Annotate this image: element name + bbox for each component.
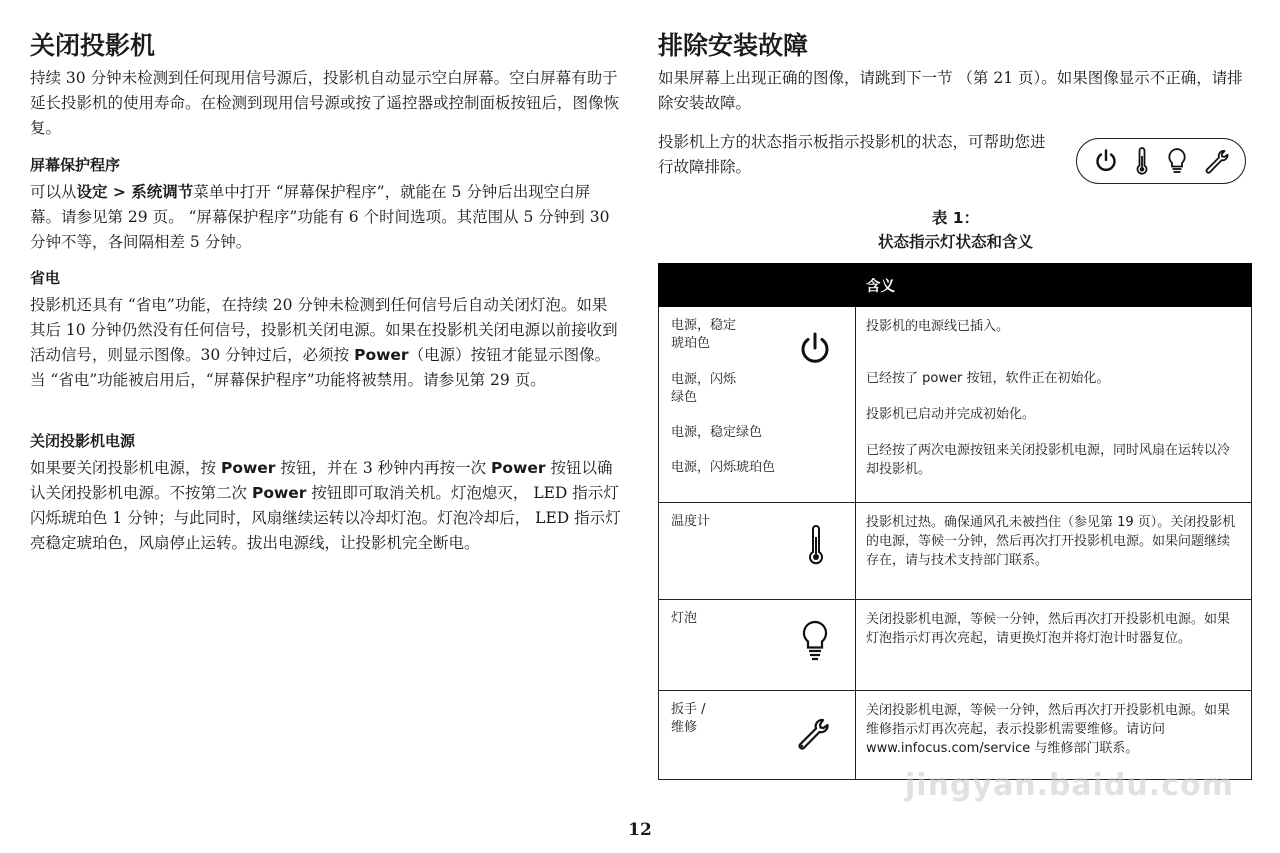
power-keyword: Power — [491, 459, 546, 477]
indicator-label: 灯泡 — [671, 611, 698, 626]
meaning-cell — [856, 600, 1252, 691]
power-off-text-c: 按钮以确认关闭投影机电源。不按第二次 — [30, 459, 613, 502]
table-row — [659, 600, 1252, 691]
meaning-text: 关闭投影机电源，等候一分钟，然后再次打开投影机电源。如果灯泡指示灯再次亮起，请更换灯泡并将灯泡计时器复位。 — [866, 612, 1231, 646]
meaning-text: 投影机过热。确保通风孔未被挡住（参见第 19 页）。关闭投影机的电源，等候一分钟，然后再次打开投影机电源。如果问题继续存在，请与技术支持部门联系。 — [866, 515, 1236, 568]
thermometer-icon — [807, 525, 825, 569]
power-keyword: Power — [354, 346, 409, 364]
power-off-text-d: 按钮即可取消关机。灯泡熄灭， LED 指示灯闪烁琥珀色 1 分钟；与此同时，风扇继续运转以冷却灯泡。灯泡冷却后， LED 指示灯亮稳定琥珀色，风扇停止运转。拔出电源线，让投影机完全断电。 — [30, 484, 621, 552]
status-panel-paragraph: 投影机上方的状态指示板指示投影机的状态，可帮助您进行故障排除。 — [658, 133, 1046, 176]
page-number: 12 — [628, 820, 652, 840]
header-cell-empty — [659, 264, 856, 307]
table-row — [659, 503, 1252, 600]
table-row — [659, 691, 1252, 780]
power-off-text-a: 如果要关闭投影机电源，按 — [30, 459, 217, 477]
power-off-text-b: 按钮，并在 3 秒钟内再按一次 — [280, 459, 487, 477]
meaning-text: 已经按了两次电源按钮来关闭投影机电源，同时风扇在运转以冷却投影机。 — [866, 443, 1231, 477]
table-title: 状态指示灯状态和含义 — [877, 233, 1033, 251]
power-off-paragraph — [30, 456, 622, 556]
meaning-text: 投影机已启动并完成初始化。 — [866, 407, 1036, 422]
screensaver-paragraph — [30, 180, 620, 255]
power-save-text-b: （电源）按钮才能显示图像。当 “省电”功能被启用后，“屏幕保护程序”功能将被禁用。请参见第 29 页。 — [30, 346, 611, 389]
header-cell-meaning: 含义 — [856, 264, 1252, 307]
power-keyword: Power — [251, 484, 307, 502]
screensaver-text-b: 菜单中打开 “屏幕保护程序”，就能在 5 分钟后出现空白屏幕。请参见第 29 页。 “屏幕保护程序”功能有 6 个时间选项。其范围从 5 分钟到 30 分钟不等，各间隔相差 5 分钟。 — [30, 183, 610, 251]
section-title-troubleshoot: 排除安装故障 — [658, 31, 809, 60]
table-number: 表 1： — [931, 209, 980, 227]
heading-power-save: 省电 — [30, 269, 61, 287]
power-save-paragraph — [30, 293, 622, 393]
menu-path: 设定 > 系统调节 — [76, 183, 194, 201]
indicator-cell — [659, 600, 856, 691]
indicator-label: 电源，稳定 琥珀色 — [671, 318, 737, 351]
indicator-cell — [659, 503, 856, 600]
indicator-label: 扳手 / 维修 — [671, 702, 706, 735]
meaning-cell — [856, 307, 1252, 503]
watermark: jingyan.baidu.com — [905, 768, 1234, 803]
indicator-cell — [659, 307, 856, 503]
lamp-icon — [1166, 147, 1188, 175]
indicator-label: 温度计 — [671, 514, 711, 529]
power-keyword: Power — [220, 459, 276, 477]
wrench-icon — [1203, 148, 1229, 174]
lamp-icon — [801, 620, 829, 666]
troubleshoot-intro: 如果屏幕上出现正确的图像，请跳到下一节 （第 21 页）。如果图像显示不正确，请排除安装故障。 — [658, 69, 1243, 112]
status-indicator-table — [658, 263, 1252, 780]
power-icon — [1093, 148, 1119, 174]
screensaver-text-a: 可以从 — [30, 183, 77, 201]
table-row — [659, 307, 1252, 503]
indicator-label: 电源，闪烁琥珀色 — [671, 460, 776, 475]
intro-paragraph: 持续 30 分钟未检测到任何现用信号源后，投影机自动显示空白屏幕。空白屏幕有助于延长投影机的使用寿命。在检测到现用信号源或按了遥控器或控制面板按钮后，图像恢复。 — [30, 69, 620, 137]
meaning-text: 投影机的电源线已插入。 — [866, 319, 1010, 334]
indicator-label: 电源，稳定绿色 — [671, 425, 763, 440]
meaning-cell — [856, 503, 1252, 600]
status-panel-badge — [1076, 138, 1246, 184]
wrench-icon — [795, 717, 829, 755]
heading-power-off: 关闭投影机电源 — [30, 432, 136, 450]
power-save-text-a: 投影机还具有 “省电”功能，在持续 20 分钟未检测到任何信号后自动关闭灯泡。如果其后 10 分钟仍然没有任何信号，投影机关闭电源。如果在投影机关闭电源以前接收到活动信号，则显示图像。30 分钟过后，必须按 — [30, 296, 618, 364]
indicator-cell — [659, 691, 856, 780]
meaning-cell — [856, 691, 1252, 780]
thermometer-icon — [1134, 147, 1150, 175]
meaning-text: 已经按了 power 按钮，软件正在初始化。 — [866, 371, 1110, 386]
table-caption — [658, 206, 1253, 254]
indicator-label: 电源，闪烁 绿色 — [671, 372, 737, 405]
meaning-text: 关闭投影机电源，等候一分钟，然后再次打开投影机电源。如果维修指示灯再次亮起，表示投影机需要维修。请访问 www.infocus.com/service 与维修部门联系。 — [866, 703, 1231, 756]
power-icon — [797, 331, 833, 371]
section-title-shutdown: 关闭投影机 — [30, 31, 156, 60]
table-header-row — [659, 264, 1252, 307]
heading-screensaver: 屏幕保护程序 — [30, 156, 121, 174]
